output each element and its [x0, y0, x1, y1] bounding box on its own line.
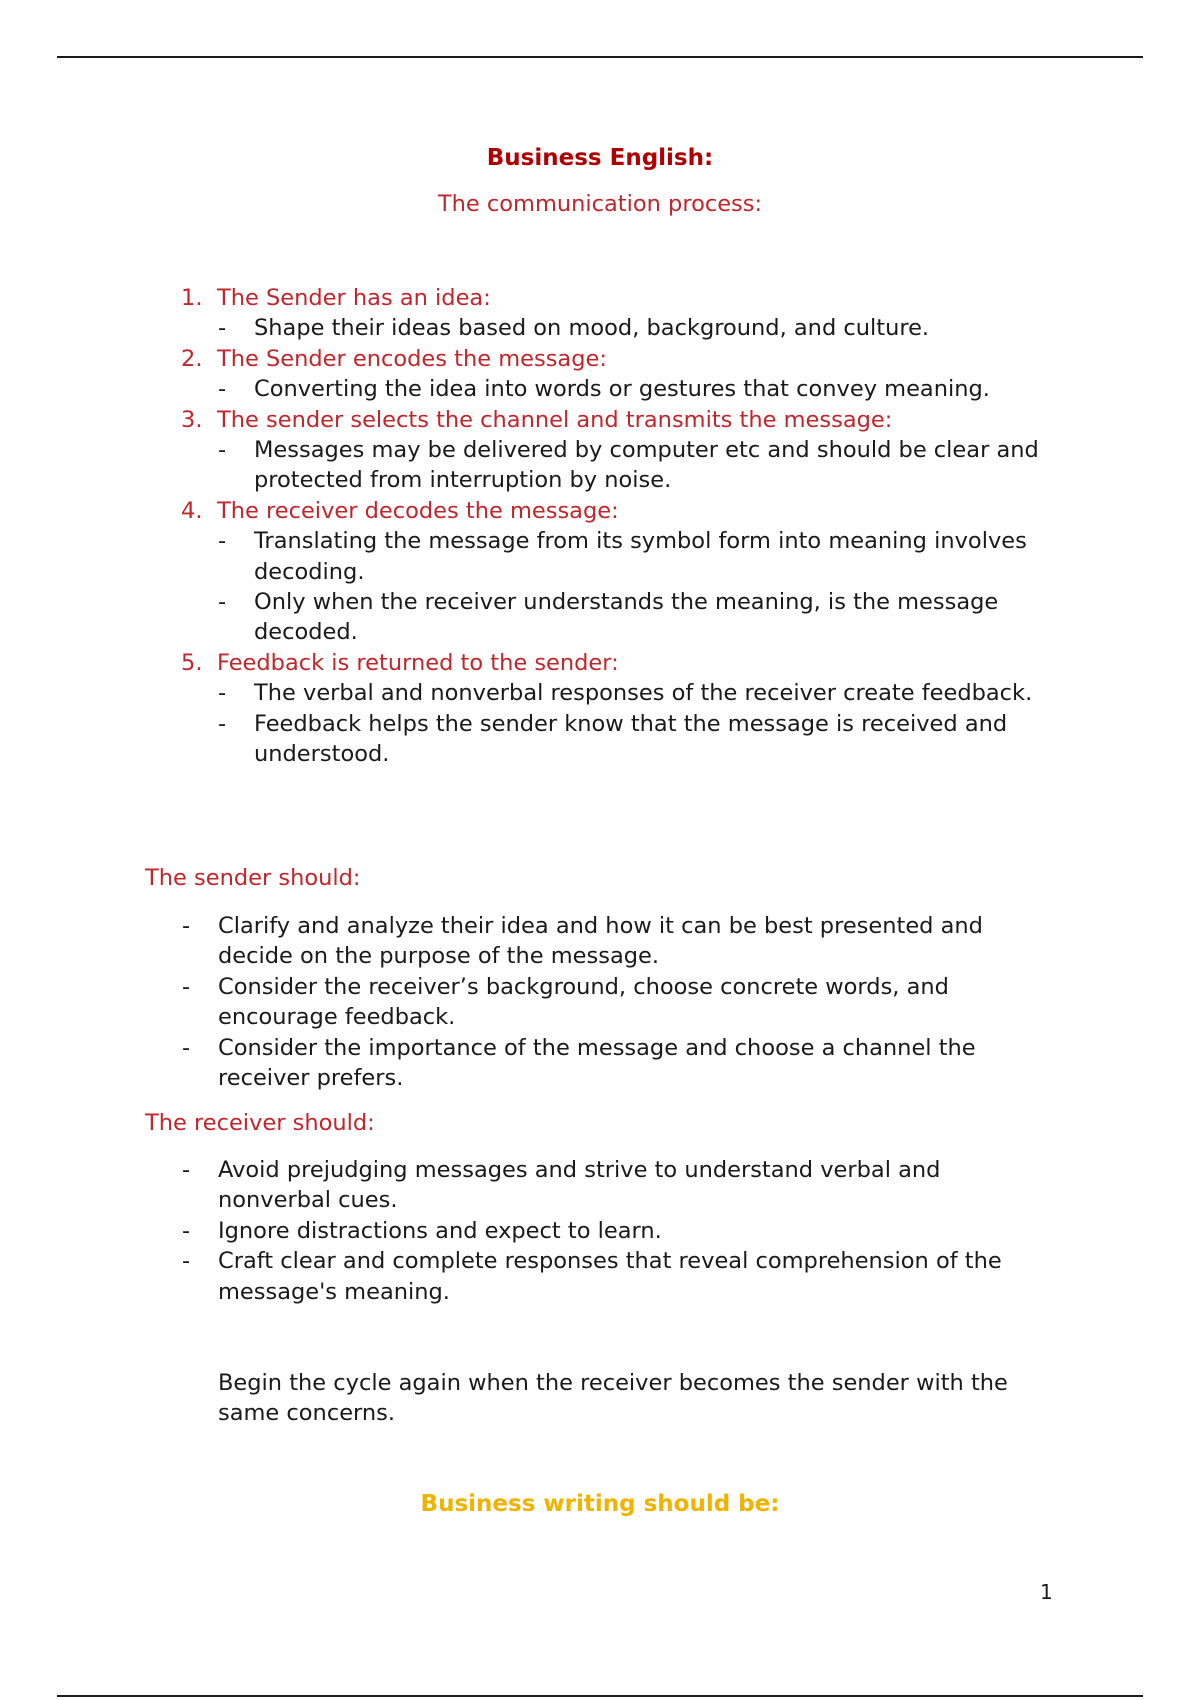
bullet-dash: -: [182, 913, 191, 939]
step-bullet-text: Messages may be delivered by computer etc and should be clear and protected from interruption by noise.: [254, 437, 1039, 494]
bullet-dash: -: [218, 315, 227, 342]
list-item: [0, 1246, 1058, 1307]
step-number: 3.: [181, 406, 203, 433]
bullet-dash: -: [218, 437, 227, 464]
bullet-dash: -: [182, 1157, 191, 1183]
bullet-dash: -: [218, 710, 227, 737]
step-number: 1.: [181, 285, 203, 311]
page-number: 1: [1040, 1580, 1053, 1604]
step-heading: [0, 405, 1200, 435]
list-item: [0, 1216, 1058, 1246]
page-top-rule: [57, 56, 1143, 58]
step-heading-text: The Sender encodes the message:: [217, 345, 607, 372]
receiver-should-list: [0, 1155, 1200, 1307]
list-item: [0, 1155, 1058, 1216]
step-bullet-text: The verbal and nonverbal responses of the receiver create feedback.: [254, 680, 1033, 707]
list-item: [0, 972, 1058, 1033]
step-bullet: [0, 435, 1054, 496]
step-bullet: [0, 709, 1054, 770]
communication-steps-list: [0, 283, 1200, 770]
step-heading-text: The receiver decodes the message:: [217, 497, 619, 524]
list-item-text: Consider the receiver’s background, choose concrete words, and encourage feedback.: [218, 973, 949, 1031]
step-heading: [0, 648, 1200, 678]
step-heading: [0, 283, 1200, 313]
step-bullet-text: Feedback helps the sender know that the message is received and understood.: [254, 710, 1008, 768]
step-number: 2.: [181, 345, 203, 372]
step-number: 5.: [181, 649, 203, 676]
step-bullet-text: Converting the idea into words or gestures that convey meaning.: [254, 376, 990, 403]
document-subtitle: The communication process:: [437, 191, 763, 217]
list-item-text: Clarify and analyze their idea and how it can be best presented and decide on the purpose of the message.: [218, 913, 983, 970]
step-heading-text: The sender selects the channel and transmits the message:: [217, 406, 893, 433]
step-bullet: [0, 678, 1054, 708]
list-item-text: Avoid prejudging messages and strive to understand verbal and nonverbal cues.: [218, 1157, 941, 1214]
receiver-should-heading: The receiver should:: [145, 1110, 375, 1136]
list-item: [0, 1033, 1058, 1094]
list-item-text: Consider the importance of the message and choose a channel the receiver prefers.: [218, 1034, 976, 1092]
step-number: 4.: [181, 497, 203, 524]
step-bullet: [0, 313, 1054, 343]
list-item: [0, 911, 1058, 972]
bullet-dash: -: [182, 1248, 191, 1275]
bullet-dash: -: [182, 1217, 191, 1244]
sender-should-list: [0, 911, 1200, 1093]
bullet-dash: -: [182, 1034, 191, 1061]
bullet-dash: -: [218, 680, 227, 707]
page-bottom-rule: [57, 1695, 1143, 1697]
step-heading: [0, 496, 1200, 526]
step-bullet: [0, 374, 1054, 404]
document-title: Business English:: [486, 145, 714, 171]
bullet-dash: -: [218, 528, 227, 555]
list-item-text: Craft clear and complete responses that reveal comprehension of the message's meaning.: [218, 1248, 1002, 1305]
step-bullet-text: Only when the receiver understands the meaning, is the message decoded.: [254, 589, 999, 646]
bullet-dash: -: [218, 589, 227, 616]
step-heading-text: Feedback is returned to the sender:: [217, 649, 619, 676]
step-heading: [0, 344, 1200, 374]
sender-should-heading: The sender should:: [145, 865, 361, 891]
step-bullet-text: Shape their ideas based on mood, background, and culture.: [254, 315, 930, 342]
bullet-dash: -: [218, 376, 227, 403]
step-bullet-text: Translating the message from its symbol form into meaning involves decoding.: [254, 528, 1027, 585]
business-writing-heading: Business writing should be:: [420, 1491, 780, 1517]
step-bullet: [0, 587, 1054, 648]
list-item-text: Ignore distractions and expect to learn.: [218, 1217, 662, 1244]
bullet-dash: -: [182, 973, 191, 1000]
step-bullet: [0, 526, 1054, 587]
closing-paragraph: Begin the cycle again when the receiver becomes the sender with the same concerns.: [218, 1370, 1008, 1427]
step-heading-text: The Sender has an idea:: [217, 285, 491, 311]
